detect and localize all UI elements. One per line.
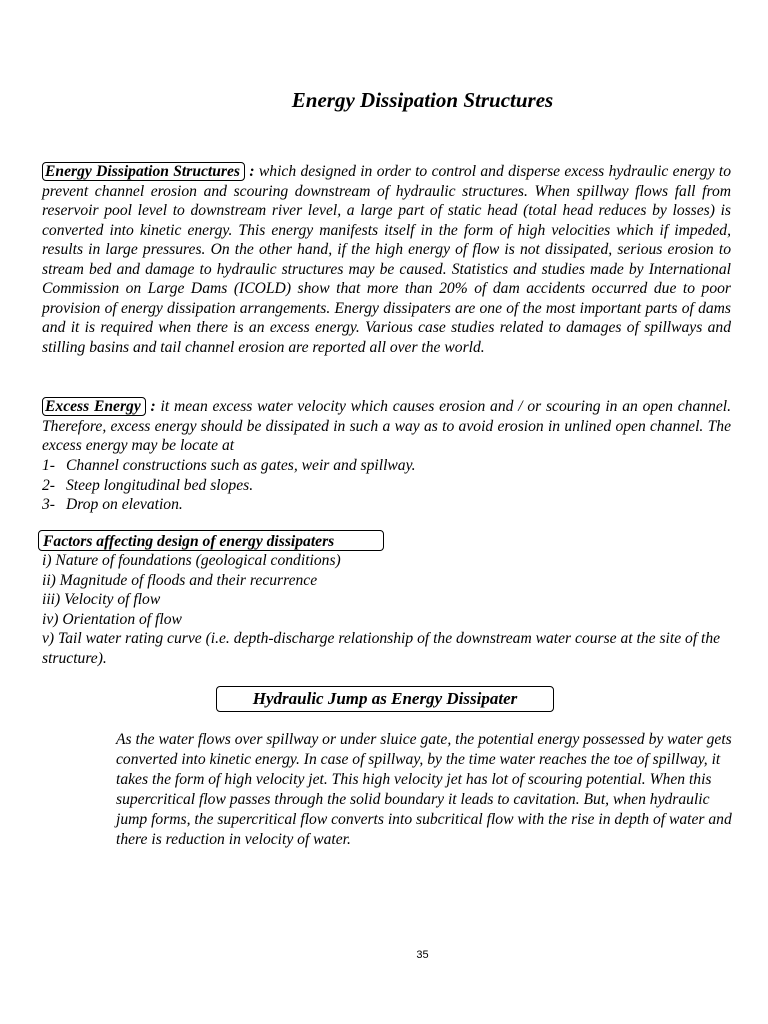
section1-body: which designed in order to control and disperse excess hydraulic energy to prevent channel erosion and scouring downstream of hydraulic structures. When spillway flows fall from reservoir pool level to downstream river level, a large part of static head (total head reduces by losses) is converted into kinetic energy. This energy manifests itself in the form of high velocities which if impeded, results in large pressures. On the other hand, if the high energy of flow is not dissipated, serious erosion to stream bed and damage to hydraulic structures may be caused. Statistics and studies made by International Commission on Large Dams (ICOLD) show that more than 20% of dam accidents occurred due to poor provision of energy dissipation arrangements. Energy dissipaters are one of the most important parts of dams and it is required when there is an excess energy. Various case studies related to damages of spillways and stilling basins and tail channel erosion are reported all over the world. xyxy=(42,163,731,356)
page-title: Energy Dissipation Structures xyxy=(291,88,554,112)
list-item: iii) Velocity of flow xyxy=(42,591,161,608)
list-item: 1- Channel constructions such as gates, weir and spillway. xyxy=(42,457,416,474)
hydraulic-jump-heading: Hydraulic Jump as Energy Dissipater xyxy=(216,686,554,712)
page-number: 35 xyxy=(416,949,429,961)
list-item: ii) Magnitude of floods and their recurrence xyxy=(42,571,318,589)
factors-heading: Factors affecting design of energy dissipaters xyxy=(38,530,384,551)
section2-body: it mean excess water velocity which causes erosion and / or scouring in an open channel. Therefore, excess energy should be dissipated in such a way as to avoid erosion in unlined open channel. The excess energy may be locate at xyxy=(42,398,731,454)
term-excess-energy: Excess Energy xyxy=(42,397,146,416)
list-item: 2- Steep longitudinal bed slopes. xyxy=(42,476,254,494)
term-separator: : xyxy=(150,398,156,415)
section-excess-energy xyxy=(42,397,731,456)
list-item: v) Tail water rating curve (i.e. depth-discharge relationship of the downstream water course at the site of the structure). xyxy=(42,630,721,667)
excess-energy-list xyxy=(42,456,742,515)
list-item: iv) Orientation of flow xyxy=(42,610,182,628)
list-item: 3- Drop on elevation. xyxy=(42,496,183,513)
term-separator: : xyxy=(249,163,255,180)
hydraulic-jump-paragraph: As the water flows over spillway or under sluice gate, the potential energy possessed by water gets converted into kinetic energy. In case of spillway, by the time water reaches the toe of spillway, it takes the form of high velocity jet. This high velocity jet has lot of scouring potential. When this supercritical flow passes through the solid boundary it leads to cavitation. But, when hydraulic jump forms, the supercritical flow converts into subcritical flow with the rise in depth of water and there is reduction in velocity of water. xyxy=(116,731,732,849)
section-energy-dissipation-structures xyxy=(42,162,731,357)
list-item: i) Nature of foundations (geological conditions) xyxy=(42,552,341,569)
term-energy-dissipation-structures: Energy Dissipation Structures xyxy=(42,162,245,181)
factors-list xyxy=(42,551,742,668)
